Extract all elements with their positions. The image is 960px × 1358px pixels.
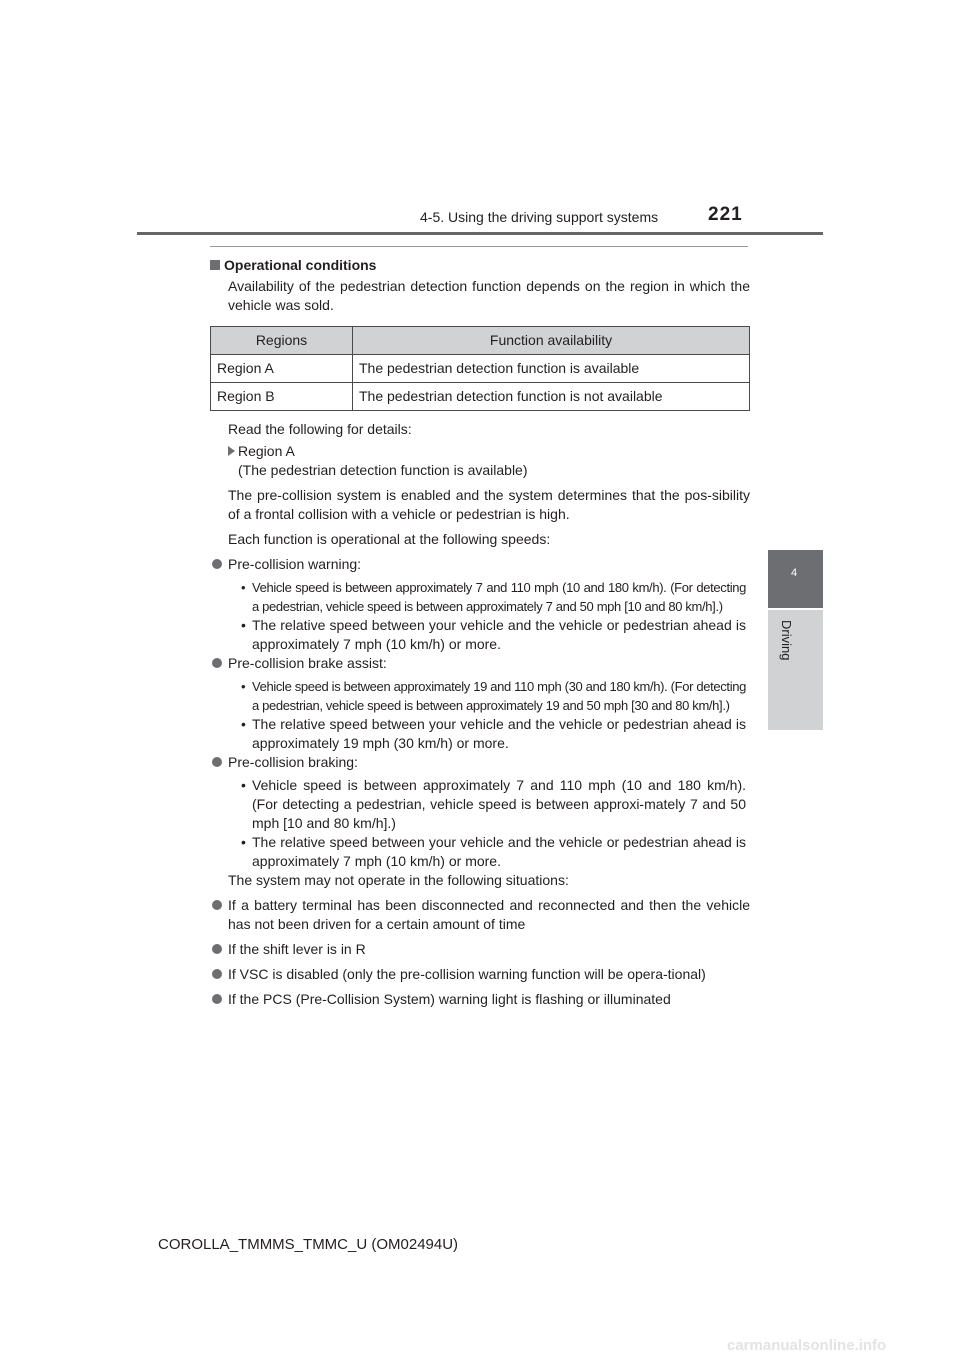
speed-condition-text: The relative speed between your vehicle and the vehicle or pedestrian ahead is approximately 19 mph (30 km/h) or more.: [252, 716, 746, 751]
situation-text: If the PCS (Pre-Collision System) warning light is flashing or illuminated: [228, 991, 671, 1007]
speed-condition-text: Vehicle speed is between approximately 19 and 110 mph (30 and 180 km/h). (For detecting a pedestrian, vehicle speed is between approximately 19 and 50 mph [30 and 80 km/h].): [252, 679, 746, 713]
circle-bullet-icon: [212, 658, 222, 668]
speed-condition: [210, 776, 750, 833]
situation-text: If a battery terminal has been disconnected and reconnected and then the vehicle has not been driven for a certain amount of time: [228, 897, 750, 932]
arrow-right-icon: [228, 446, 235, 456]
body-paragraph: Each function is operational at the following speeds:: [228, 531, 551, 547]
dot-bullet-icon: •: [241, 834, 246, 850]
watermark: carmanualsonline.info: [727, 1337, 887, 1354]
page-content: [210, 256, 750, 1009]
dot-bullet-icon: •: [241, 679, 246, 694]
section-rule: [210, 246, 748, 247]
situation-item: [212, 896, 750, 934]
region-a-note: (The pedestrian detection function is available): [238, 462, 528, 478]
regions-table: [210, 326, 750, 411]
table-row: [211, 383, 750, 411]
speed-condition: [210, 578, 750, 616]
chapter-tab: [768, 550, 823, 608]
dot-bullet-icon: •: [241, 777, 246, 793]
speed-condition-text: Vehicle speed is between approximately 7 and 110 mph (10 and 180 km/h). (For detecting a pedestrian, vehicle speed is between approximately 7 and 50 mph [10 and 80 km/h].): [252, 580, 746, 614]
situation-item: [212, 965, 750, 984]
situation-text: If VSC is disabled (only the pre-collision warning function will be opera-tional): [228, 966, 706, 982]
table-header-row: [211, 327, 750, 355]
table-header-cell: Regions: [211, 327, 353, 355]
situations-intro: The system may not operate in the following situations:: [228, 872, 569, 888]
function-item: [212, 654, 750, 673]
section-heading: [210, 256, 750, 275]
circle-bullet-icon: [212, 944, 222, 954]
situation-text: If the shift lever is in R: [228, 941, 366, 957]
table-cell: Region A: [211, 355, 353, 383]
situation-item: [212, 990, 750, 1009]
region-a-item: [210, 442, 750, 480]
chapter-tab-strip: [768, 610, 823, 730]
table-cell: The pedestrian detection function is not available: [353, 383, 750, 411]
running-header-section: 4-5. Using the driving support systems: [420, 209, 659, 225]
speed-condition-text: The relative speed between your vehicle and the vehicle or pedestrian ahead is approximately 7 mph (10 km/h) or more.: [252, 617, 746, 652]
table-cell: The pedestrian detection function is available: [353, 355, 750, 383]
circle-bullet-icon: [212, 994, 222, 1004]
function-item: [212, 555, 750, 574]
dot-bullet-icon: •: [241, 580, 246, 595]
document-footer: COROLLA_TMMMS_TMMC_U (OM02494U): [158, 1236, 459, 1253]
circle-bullet-icon: [212, 559, 222, 569]
details-intro: Read the following for details:: [228, 421, 412, 437]
function-name: Pre-collision brake assist:: [228, 655, 387, 671]
table-header-cell: Function availability: [353, 327, 750, 355]
section-title: Operational conditions: [224, 257, 377, 273]
header-rule: [137, 232, 823, 235]
section-intro: Availability of the pedestrian detection function depends on the region in which the vehicle was sold.: [228, 278, 750, 313]
circle-bullet-icon: [212, 969, 222, 979]
function-name: Pre-collision warning:: [228, 556, 362, 572]
speed-condition: [210, 715, 750, 753]
region-a-label: Region A: [238, 443, 295, 459]
square-bullet-icon: [210, 260, 220, 270]
speed-condition: [210, 833, 750, 871]
function-name: Pre-collision braking:: [228, 754, 358, 770]
table-cell: Region B: [211, 383, 353, 411]
circle-bullet-icon: [212, 900, 222, 910]
circle-bullet-icon: [212, 757, 222, 767]
dot-bullet-icon: •: [241, 617, 246, 633]
speed-condition: [210, 616, 750, 654]
chapter-label: Driving: [779, 620, 794, 661]
function-item: [212, 753, 750, 772]
body-paragraph: The pre-collision system is enabled and the system determines that the pos-sibility of a frontal collision with a vehicle or pedestrian is high.: [228, 487, 750, 522]
speed-condition: [210, 677, 750, 715]
chapter-number: 4: [791, 567, 798, 579]
dot-bullet-icon: •: [241, 716, 246, 732]
speed-condition-text: Vehicle speed is between approximately 7 and 110 mph (10 and 180 km/h). (For detecting a pedestrian, vehicle speed is between approxi-mately 7 and 50 mph [10 and 80 km/h].): [252, 777, 746, 831]
situation-item: [212, 940, 750, 959]
page-number: 221: [708, 204, 743, 225]
table-row: [211, 355, 750, 383]
speed-condition-text: The relative speed between your vehicle and the vehicle or pedestrian ahead is approximately 7 mph (10 km/h) or more.: [252, 834, 746, 869]
